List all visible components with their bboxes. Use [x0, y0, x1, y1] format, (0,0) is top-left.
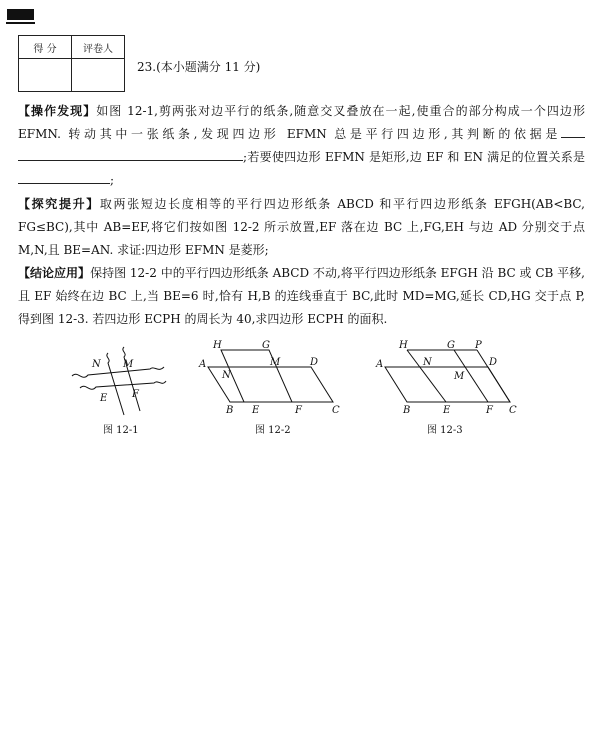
section1-text-c: ;	[110, 173, 115, 187]
figure-12-3	[375, 340, 525, 424]
figure-12-1-caption: 图 12-1	[103, 425, 139, 436]
answer-blank-1a[interactable]	[561, 124, 585, 138]
score-cell[interactable]	[19, 59, 72, 92]
strip-b-right-edge	[123, 347, 140, 411]
section-exploration	[18, 193, 585, 262]
fig3-label-B: B	[403, 405, 411, 416]
fig2-label-C: C	[332, 405, 340, 416]
fig3-label-H: H	[399, 340, 408, 351]
strip-a-top-edge	[72, 367, 164, 377]
fig2-label-D: D	[310, 357, 319, 368]
figure-12-2	[198, 340, 348, 424]
section1-label: 【操作发现】	[18, 104, 97, 118]
section-operation-discovery	[18, 100, 585, 192]
grader-header: 评卷人	[72, 36, 125, 59]
fig2-label-H: H	[213, 340, 222, 351]
section3-label: 【结论应用】	[18, 266, 91, 280]
fig3-label-P: P	[475, 340, 482, 351]
figure-12-1-drawing	[68, 345, 168, 420]
fig3-label-C: C	[509, 405, 517, 416]
fig3-label-G: G	[447, 340, 455, 351]
fig2-label-G: G	[262, 340, 270, 351]
score-header: 得 分	[19, 36, 72, 59]
figure-12-1	[68, 345, 168, 424]
figure-12-3-caption: 图 12-3	[427, 425, 463, 436]
score-table	[18, 35, 125, 92]
strip-a-bottom-edge	[80, 381, 166, 389]
fig3-label-A: A	[376, 359, 384, 370]
strip-b-left-edge	[107, 353, 124, 415]
question-title: 23.(本小题满分 11 分)	[137, 60, 261, 74]
section1-text-b: ;若要使四边形 EFMN 是矩形,边 EF 和 EN 满足的位置关系是	[243, 150, 585, 164]
fig1-label-E: E	[100, 393, 108, 404]
section3-text: 保持图 12-2 中的平行四边形纸条 ABCD 不动,将平行四边形纸条 EFGH 沿 BC 或 CB 平移,且 EF 始终在边 BC 上,当 BE=6 时,恰有 H,B 的连线垂直于 BC,此时 MD=MG,延长 CD,HG 交于点 P,得到图 12-3. 若四边形 ECPH 的周长为 40,求四边形 ECPH 的面积.	[18, 266, 585, 326]
grader-cell[interactable]	[72, 59, 125, 92]
answer-blank-2[interactable]	[18, 170, 110, 184]
figure-12-3-drawing	[375, 340, 525, 420]
fig3-label-N: N	[423, 357, 432, 368]
fig2-label-F: F	[295, 405, 302, 416]
fig3-label-E: E	[443, 405, 451, 416]
fig2-label-A: A	[199, 359, 207, 370]
section2-label: 【探究提升】	[18, 197, 100, 211]
figure-12-2-drawing	[198, 340, 348, 420]
parallelogram-EFGH	[221, 350, 292, 402]
fig2-label-M: M	[270, 357, 281, 368]
figure-12-2-caption: 图 12-2	[255, 425, 291, 436]
fig2-label-B: B	[226, 405, 234, 416]
section-conclusion	[18, 262, 585, 331]
fig2-label-E: E	[252, 405, 260, 416]
section2-text: 取两张短边长度相等的平行四边形纸条 ABCD 和平行四边形纸条 EFGH(AB<BC, FG≤BC),其中 AB=EF,将它们按如图 12-2 所示放置,EF 落在边 BC 上,FG,EH 与边 AD 分别交于点 M,N,且 BE=AN. 求证:四边形 EFMN 是菱形;	[18, 197, 585, 257]
fig1-label-F: F	[132, 389, 139, 400]
corner-registration-mark	[7, 9, 34, 20]
fig1-label-M: M	[123, 359, 134, 370]
answer-blank-1b[interactable]	[18, 147, 243, 161]
fig3-label-F: F	[486, 405, 493, 416]
fig3-label-D: D	[489, 357, 498, 368]
fig2-label-N: N	[222, 370, 231, 381]
fig1-label-N: N	[92, 359, 101, 370]
fig3-label-M: M	[454, 371, 465, 382]
section1-text-a: 如图 12-1,剪两张对边平行的纸条,随意交叉叠放在一起,使重合的部分构成一个四边形 EFMN. 转动其中一张纸条,发现四边形 EFMN 总是平行四边形,其判断的依据是	[18, 104, 585, 141]
